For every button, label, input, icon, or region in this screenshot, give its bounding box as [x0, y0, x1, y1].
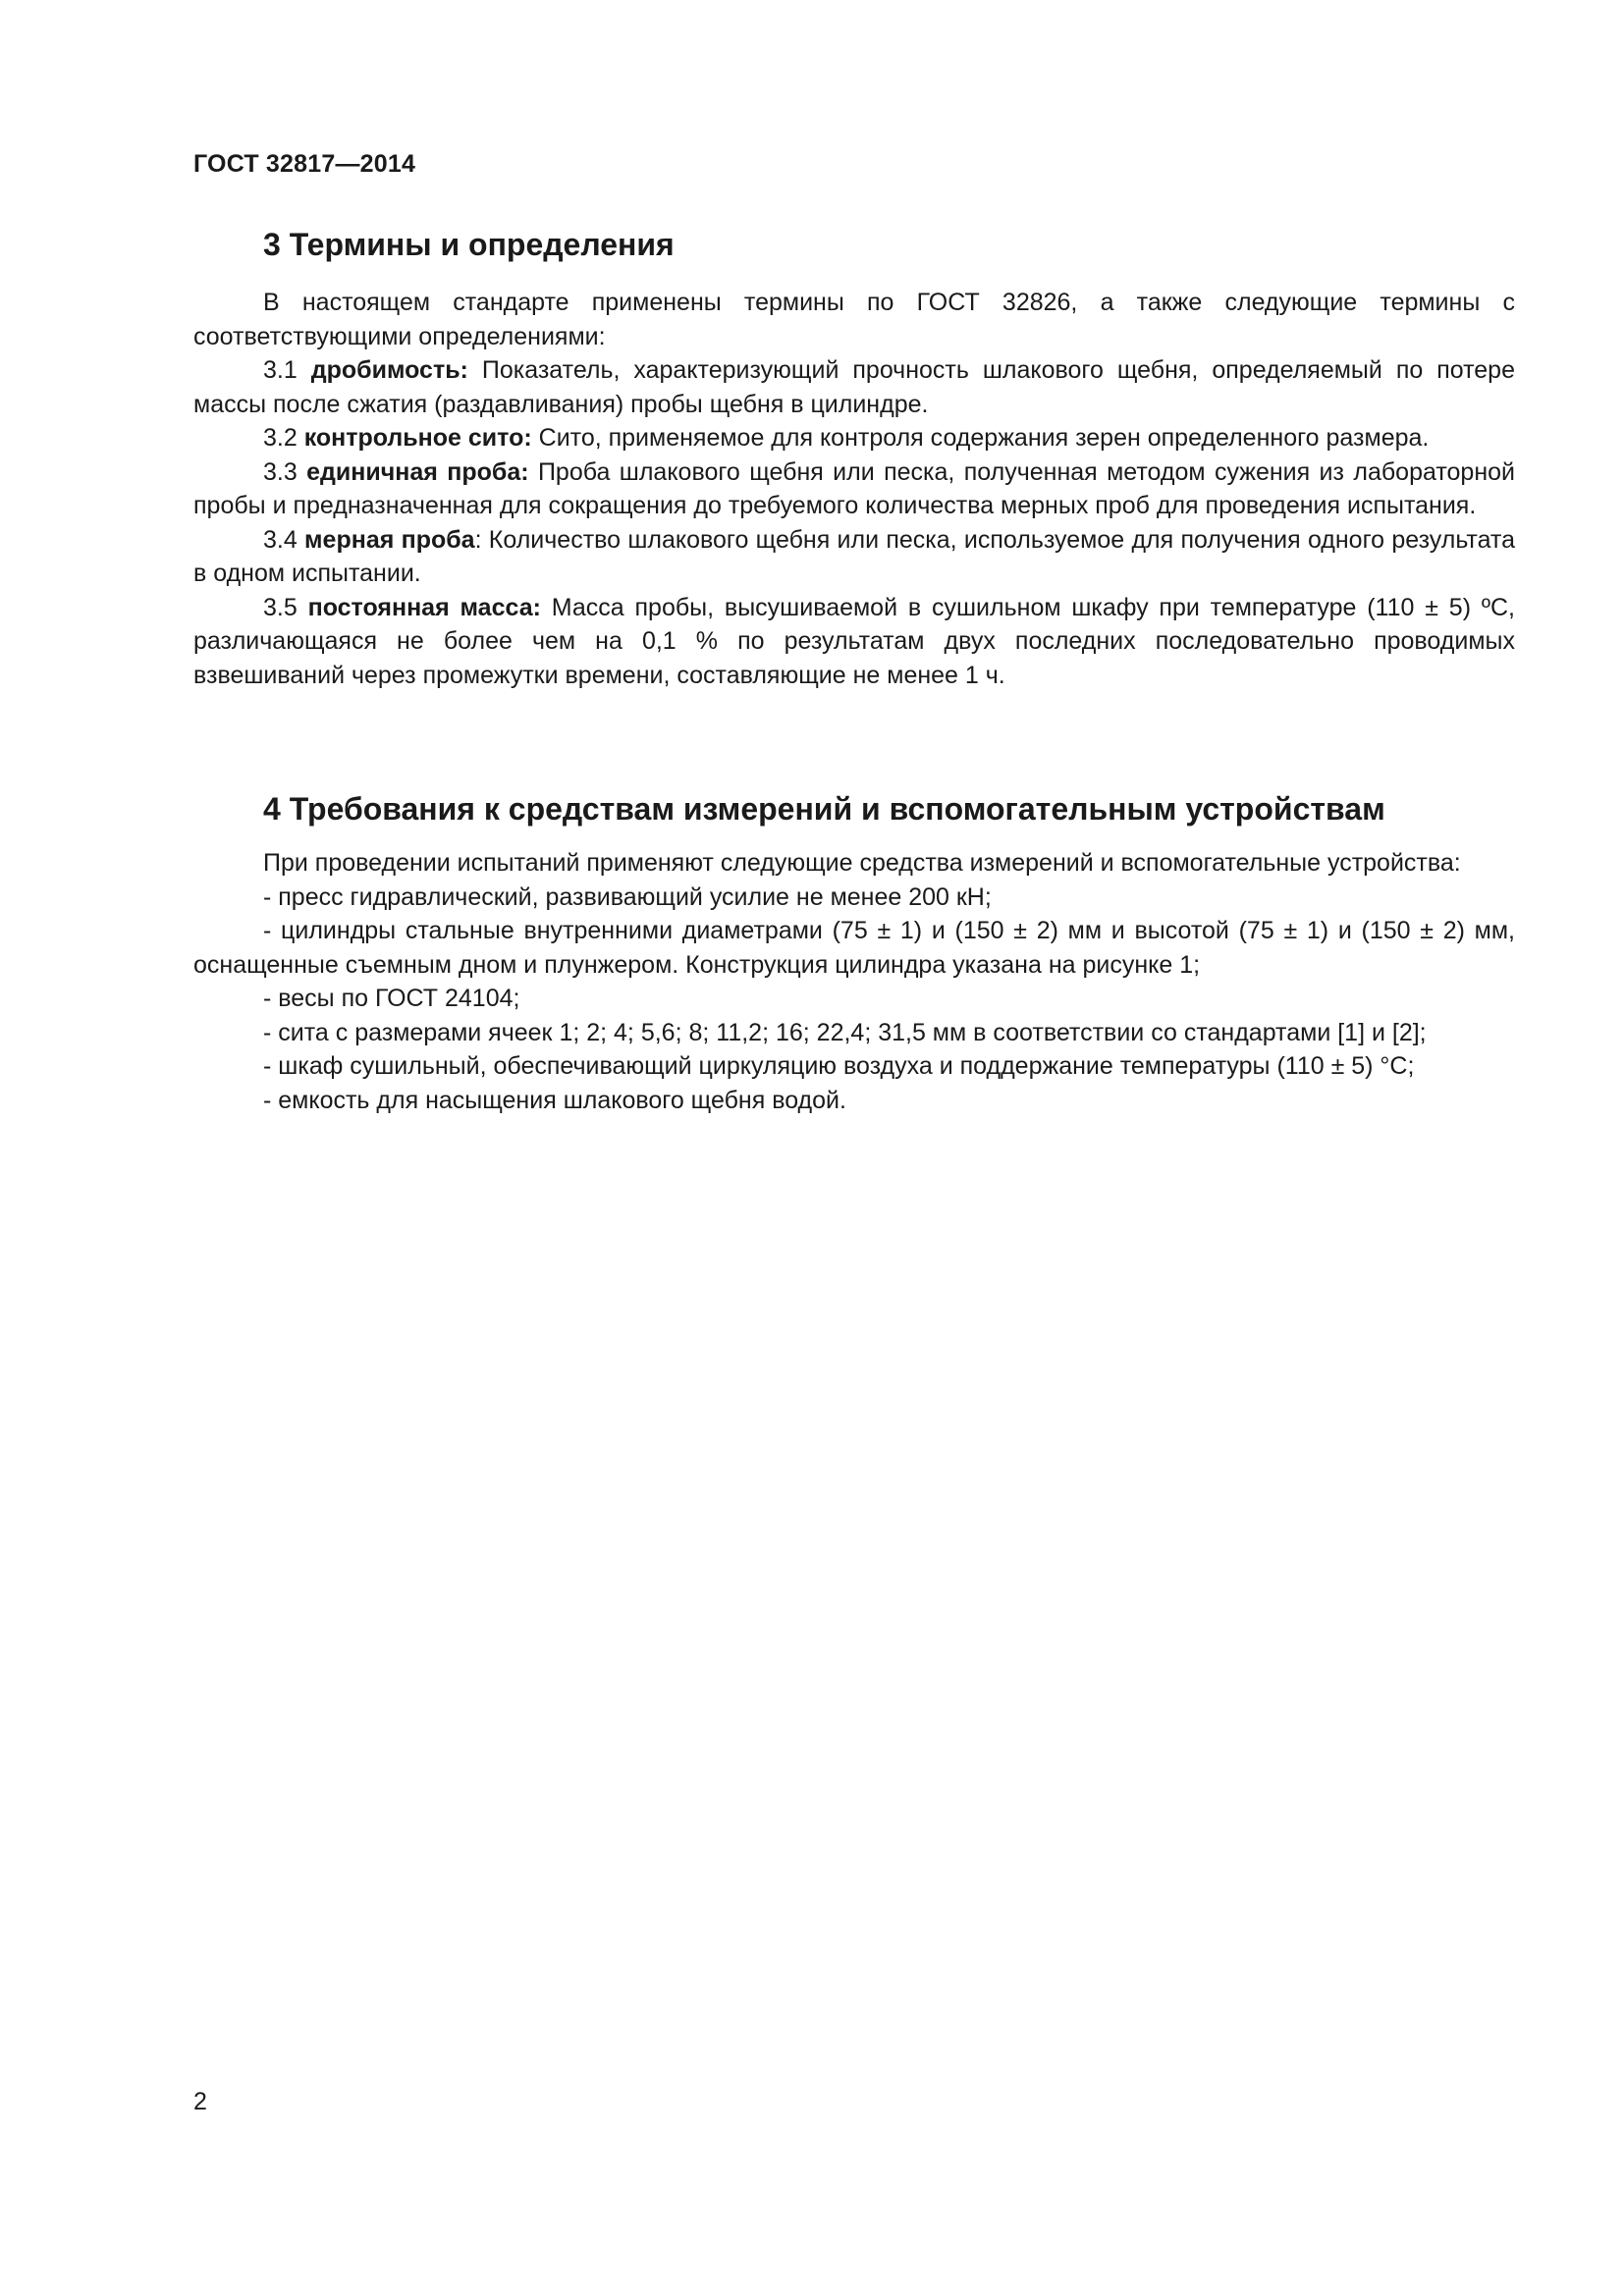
term-name: мерная проба — [304, 525, 475, 554]
section-4-intro: При проведении испытаний применяют следующие средства измерений и вспомогательные устройства: — [263, 849, 1461, 877]
term-number: 3.3 — [263, 457, 307, 486]
page-number: 2 — [193, 2088, 207, 2115]
term-name: постоянная масса: — [307, 593, 541, 621]
term-number: 3.4 — [263, 525, 305, 554]
term-definition — [193, 421, 1515, 455]
section-3-title: 3 Термины и определения — [263, 227, 675, 262]
equipment-list-item: - цилиндры стальные внутренними диаметрами (75 ± 1) и (150 ± 2) мм и высотой (75 ± 1) и (150 ± 2) мм, оснащенные съемным дном и плунжером. Конструкция цилиндра указана на рисунке 1; — [193, 917, 1515, 979]
term-definition-text: Проба шлакового щебня или песка, полученная методом сужения из лабораторной пробы и предназначенная для сокращения до требуемого количества мерных проб для проведения испытания. — [193, 457, 1515, 519]
term-number: 3.5 — [263, 593, 308, 621]
equipment-list-item: - пресс гидравлический, развивающий усилие не менее 200 кН; — [263, 882, 992, 911]
term-definition — [193, 591, 1515, 693]
term-name: контрольное сито: — [303, 424, 532, 452]
equipment-list-item: - весы по ГОСТ 24104; — [263, 985, 520, 1012]
section-4-body — [193, 846, 1515, 1117]
term-definition — [193, 523, 1515, 591]
term-definition — [193, 353, 1515, 421]
equipment-list-item: - сита с размерами ячеек 1; 2; 4; 5,6; 8; 11,2; 16; 22,4; 31,5 мм в соответствии со стандартами [1] и [2]; — [263, 1018, 1427, 1046]
equipment-list-item: - шкаф сушильный, обеспечивающий циркуляцию воздуха и поддержание температуры (110 ± 5) °С; — [263, 1052, 1415, 1080]
section-4-title: 4 Требования к средствам измерений и вспомогательным устройствам — [263, 791, 1385, 827]
section-3-intro: В настоящем стандарте применены термины по ГОСТ 32826, а также следующие термины с соответствующими определениями: — [193, 289, 1515, 350]
equipment-list-item: - емкость для насыщения шлакового щебня водой. — [263, 1086, 846, 1114]
term-definition-text: Масса пробы, высушиваемой в сушильном шкафу при температуре (110 ± 5) ºС, различающаяся не более чем на 0,1 % по результатам двух последних последовательно проводимых взвешиваний через промежутки времени, составляющие не менее 1 ч. — [193, 593, 1515, 689]
term-number: 3.2 — [263, 424, 304, 452]
term-definition-text: Сито, применяемое для контроля содержания зерен определенного размера. — [531, 424, 1430, 452]
term-name: дробимость: — [310, 356, 468, 384]
term-definition-text: : Количество шлакового щебня или песка, используемое для получения одного результата в одном испытании. — [193, 525, 1515, 587]
term-definition-text: Показатель, характеризующий прочность шлакового щебня, определяемый по потере массы после сжатия (раздавливания) пробы щебня в цилиндре. — [193, 356, 1515, 418]
section-3-body — [193, 286, 1515, 692]
document-code: ГОСТ 32817—2014 — [193, 150, 416, 178]
term-name: единичная проба: — [306, 457, 529, 486]
term-number: 3.1 — [263, 356, 311, 384]
term-definition — [193, 455, 1515, 523]
